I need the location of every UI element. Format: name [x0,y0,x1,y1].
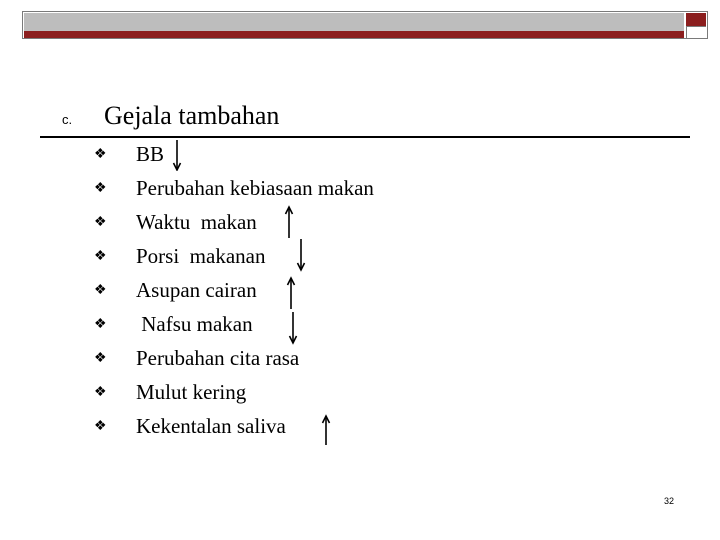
check-bullet-icon: ❖ [94,147,107,162]
arrow-down-icon [296,238,306,272]
list-item-text: Nafsu makan [136,312,253,336]
list-item [0,410,600,444]
check-bullet-icon: ❖ [94,249,107,264]
check-bullet-icon: ❖ [94,215,107,230]
arrow-up-icon [321,414,331,446]
title-decoration-bar [22,11,708,39]
section-marker: c. [62,112,73,127]
list-item-text: Perubahan cita rasa [136,346,300,370]
decoration-gray-band [24,13,684,31]
check-bullet-icon: ❖ [94,181,107,196]
list-item [0,206,600,240]
arrow-up-icon [286,276,296,310]
list-item [0,342,600,376]
list-item [0,308,600,342]
list-item-text: BB [136,142,165,166]
list-item-text: Waktu makan [136,210,257,234]
list-item-text: Porsi makanan [136,244,266,268]
check-bullet-icon: ❖ [94,419,107,434]
page-number: 32 [664,496,675,506]
decoration-red-band [24,31,684,38]
list-item [0,274,600,308]
check-bullet-icon: ❖ [94,283,107,298]
check-bullet-icon: ❖ [94,317,107,332]
list-item-text: Perubahan kebiasaan makan [136,176,374,200]
arrow-up-icon [284,205,294,239]
check-bullet-icon: ❖ [94,351,107,366]
list-item-text: Asupan cairan [136,278,257,302]
list-item-text: Mulut kering [136,380,247,404]
check-bullet-icon: ❖ [94,385,107,400]
slide-heading: Gejala tambahan [104,101,280,130]
arrow-down-icon [172,139,182,171]
decoration-white-square [686,26,706,38]
list-item [0,376,600,410]
decoration-red-square [686,13,706,26]
list-item-text: Kekentalan saliva [136,414,286,438]
list-item [0,172,600,206]
list-item [0,138,600,172]
arrow-down-icon [288,311,298,345]
